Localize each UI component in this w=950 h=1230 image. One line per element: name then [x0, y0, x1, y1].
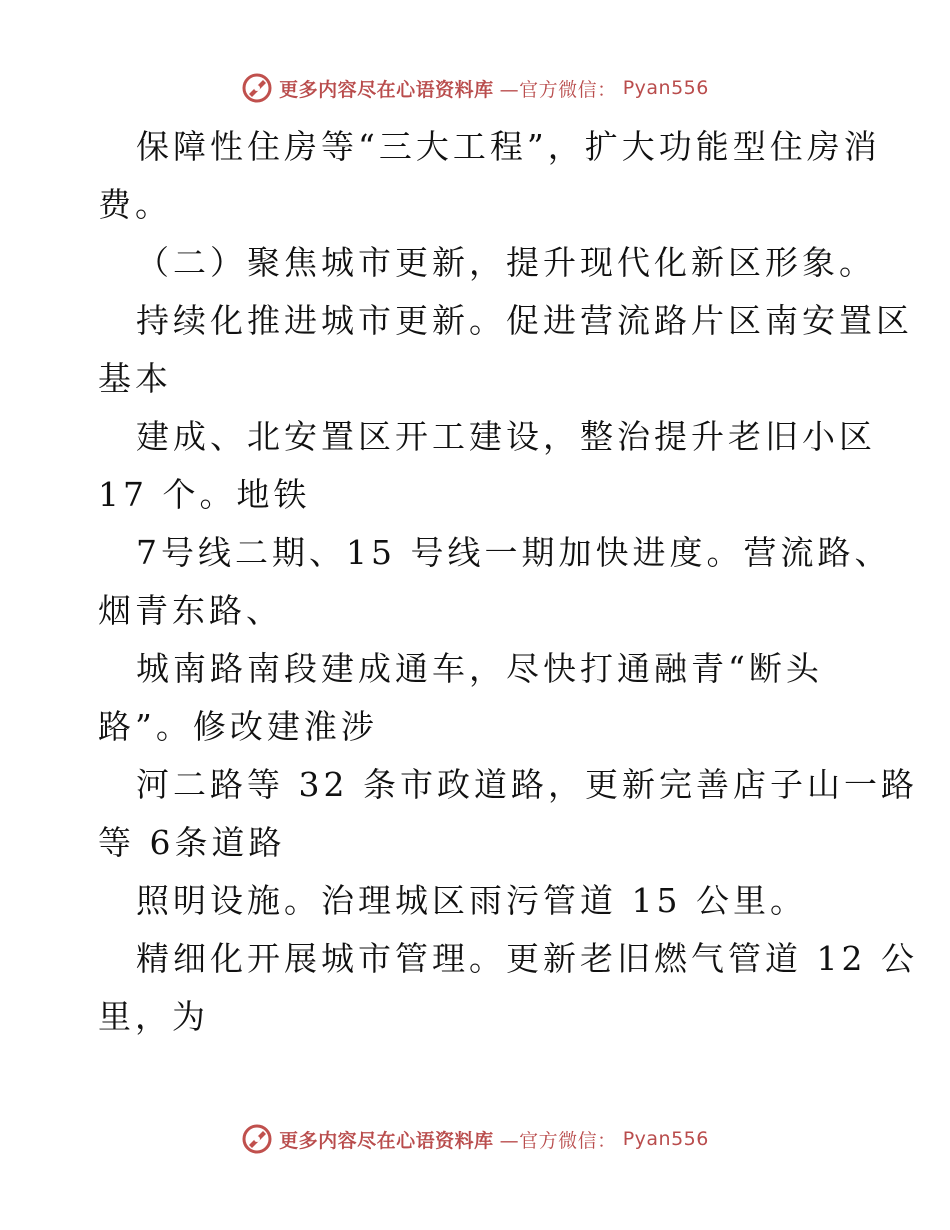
watermark-main-text: 更多内容尽在心语资料库 — [279, 1129, 494, 1152]
watermark-logo-icon — [241, 1123, 273, 1155]
text-line: 费。 — [98, 185, 172, 224]
watermark-separator: —官方微信： — [499, 1129, 617, 1152]
watermark-id: Pyan556 — [622, 1128, 709, 1150]
header-watermark — [0, 72, 950, 104]
text-line: 基本 — [98, 359, 172, 398]
document-body — [98, 118, 918, 1046]
text-line: 7号线二期、15 号线一期加快进度。营流路、 — [136, 533, 892, 572]
section-heading: （二）聚焦城市更新，提升现代化新区形象。 — [136, 243, 876, 282]
text-line: 持续化推进城市更新。促进营流路片区南安置区 — [136, 301, 913, 340]
text-line: 城南路南段建成通车，尽快打通融青“断头 — [136, 649, 823, 688]
text-line: 保障性住房等“三大工程”，扩大功能型住房消 — [136, 127, 881, 166]
watermark-main-text: 更多内容尽在心语资料库 — [279, 78, 494, 101]
text-line: 精细化开展城市管理。更新老旧燃气管道 12 公 — [136, 939, 918, 978]
text-line: 烟青东路、 — [98, 591, 283, 630]
watermark-separator: —官方微信： — [499, 78, 617, 101]
watermark-logo-icon — [241, 72, 273, 104]
text-line: 17 个。地铁 — [98, 475, 311, 514]
text-line: 路”。修改建淮涉 — [98, 707, 378, 746]
footer-watermark — [0, 1123, 950, 1155]
text-line: 河二路等 32 条市政道路，更新完善店子山一路 — [136, 765, 918, 804]
text-line: 等 6条道路 — [98, 823, 286, 862]
text-line: 里，为 — [98, 997, 209, 1036]
text-line: 照明设施。治理城区雨污管道 15 公里。 — [136, 881, 807, 920]
watermark-id: Pyan556 — [622, 77, 709, 99]
text-line: 建成、北安置区开工建设，整治提升老旧小区 — [136, 417, 876, 456]
